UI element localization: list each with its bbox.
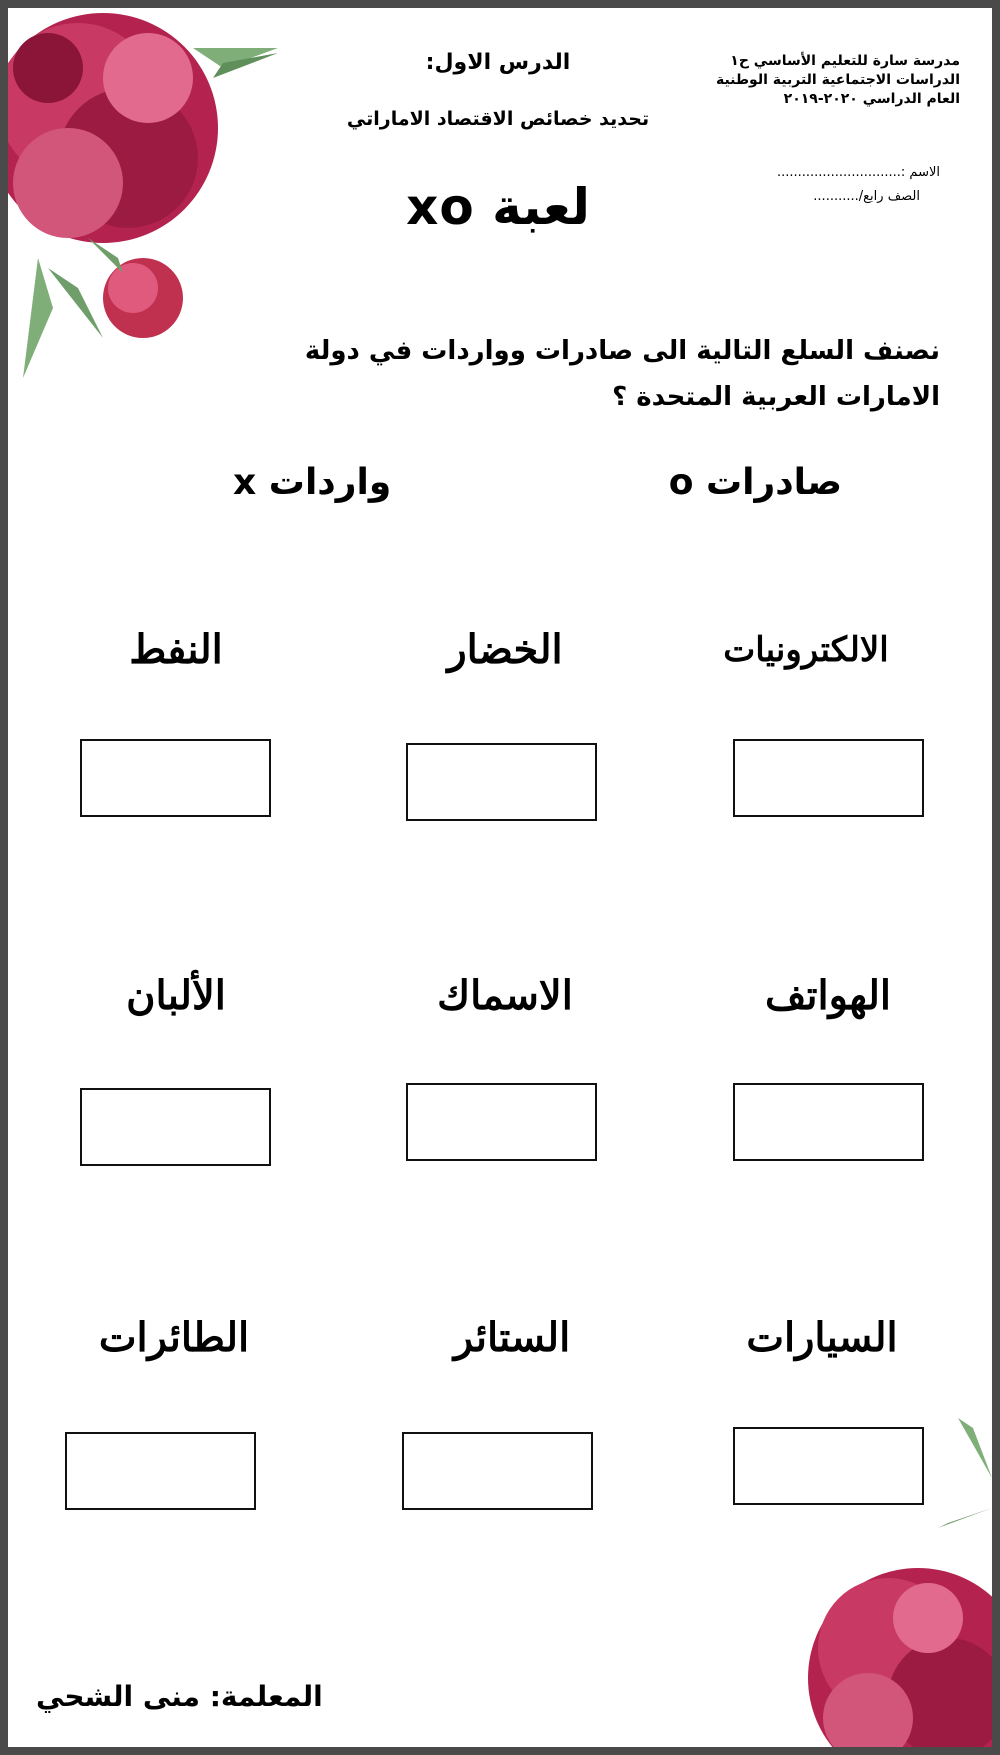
item-label: الألبان <box>126 972 226 1019</box>
teacher-name: المعلمة: منى الشحي <box>36 1680 323 1713</box>
name-field: الاسم :.............................. <box>776 165 940 180</box>
answer-box-oil[interactable] <box>80 739 271 817</box>
lesson-topic: تحديد خصائص الاقتصاد الاماراتي <box>346 108 650 130</box>
legend-imports: واردات x <box>233 462 392 503</box>
item-label: السيارات <box>746 1314 898 1361</box>
class-field: الصف رابع/........... <box>813 189 920 204</box>
subject-name: الدراسات الاجتماعية التربية الوطنية <box>715 72 960 88</box>
item-label: الالكترونيات <box>723 630 889 670</box>
item-label: الطائرات <box>98 1314 250 1361</box>
school-name: مدرسة سارة للتعليم الأساسي ح١ <box>730 53 960 69</box>
answer-box-cars[interactable] <box>733 1427 924 1505</box>
legend-exports: صادرات o <box>668 462 842 503</box>
item-label: النفط <box>129 626 223 673</box>
answer-box-airplanes[interactable] <box>65 1432 256 1510</box>
question-text: نصنف السلع التالية الى صادرات وواردات في دولة الامارات العربية المتحدة ؟ <box>304 336 940 412</box>
lesson-label: الدرس الاول: <box>425 50 571 75</box>
item-label: الهواتف <box>764 972 892 1019</box>
answer-box-electronics[interactable] <box>733 739 924 817</box>
item-label: الخضار <box>447 626 563 673</box>
game-title: لعبة xo <box>406 178 590 236</box>
answer-box-fish[interactable] <box>406 1083 597 1161</box>
answer-box-vegetables[interactable] <box>406 743 597 821</box>
answer-box-dairy[interactable] <box>80 1088 271 1166</box>
school-year: العام الدراسي ٢٠٢٠-٢٠١٩ <box>783 91 960 107</box>
worksheet-page <box>8 8 992 1747</box>
item-label: الستائر <box>453 1314 571 1361</box>
answer-box-curtains[interactable] <box>402 1432 593 1510</box>
answer-box-phones[interactable] <box>733 1083 924 1161</box>
item-label: الاسماك <box>437 972 573 1019</box>
